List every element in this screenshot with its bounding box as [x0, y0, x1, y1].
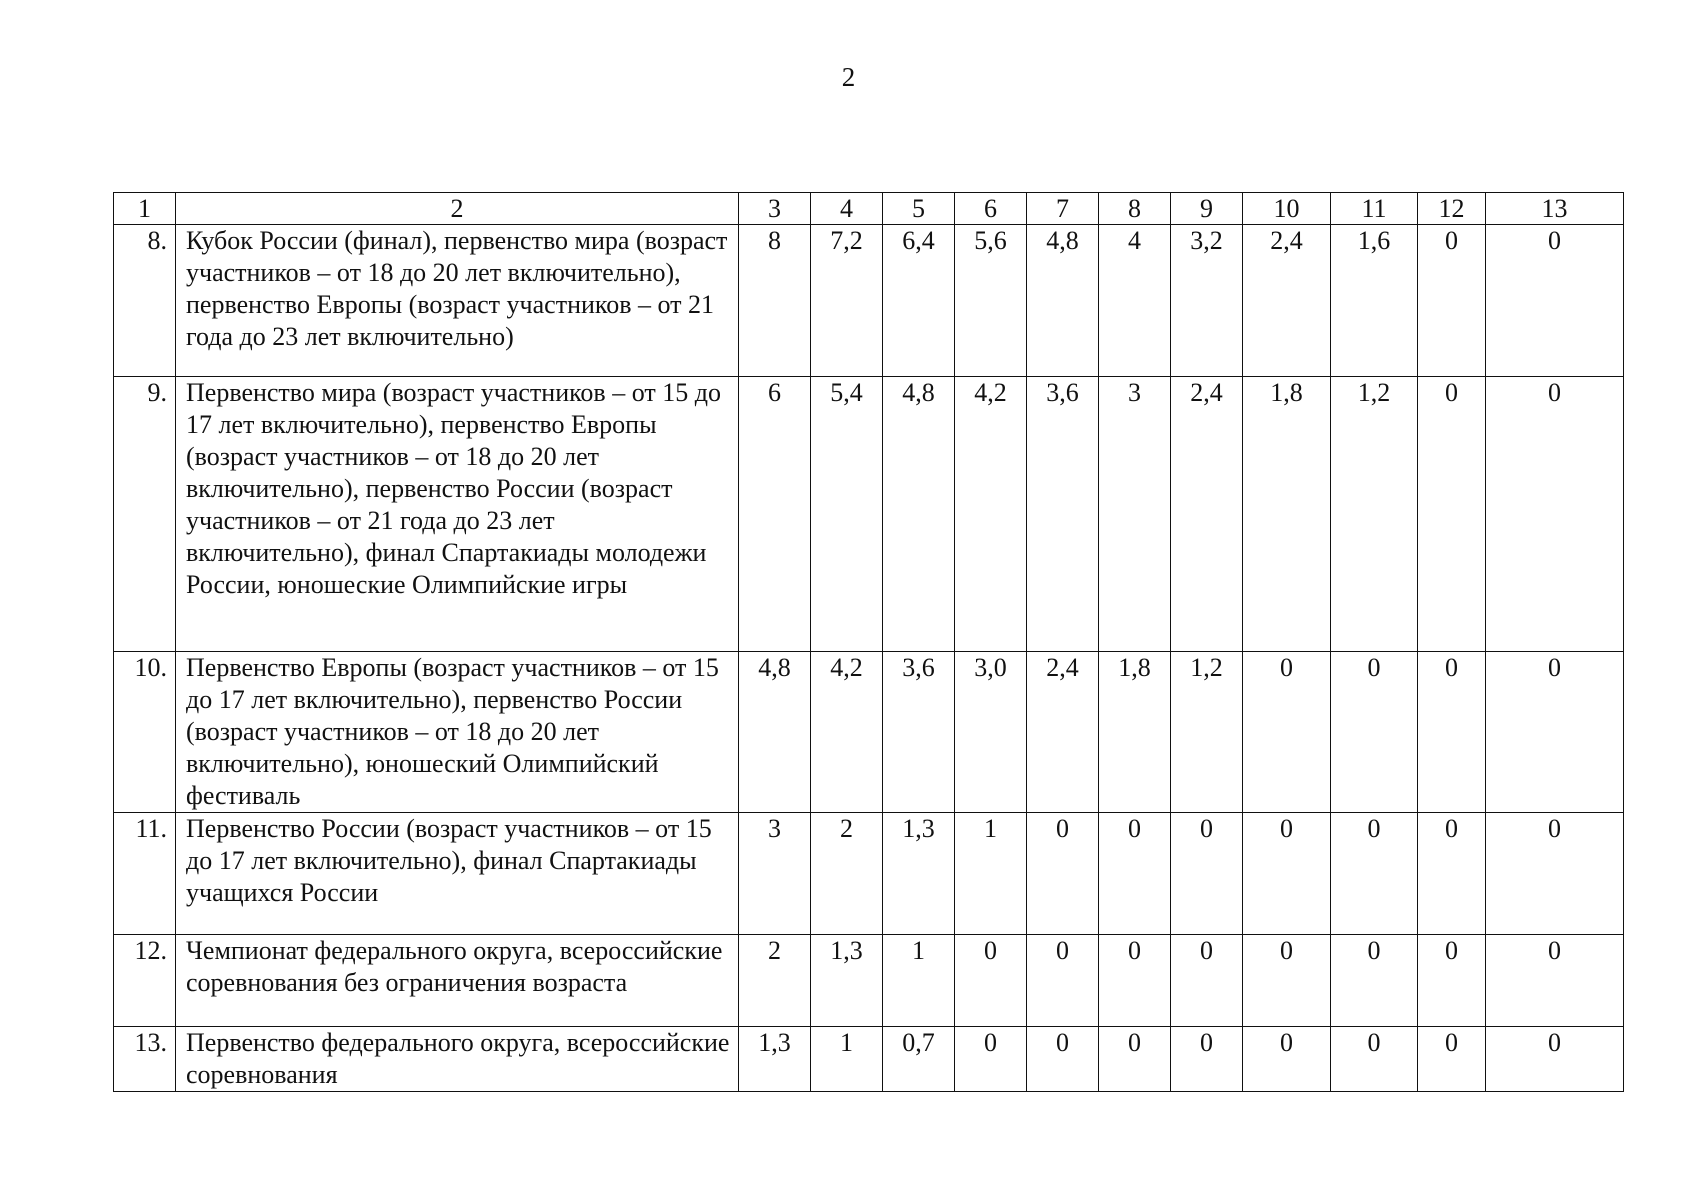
value-cell-col-10: 0 [1243, 813, 1331, 935]
value-cell-col-9: 2,4 [1171, 377, 1243, 652]
value-cell-col-3: 4,8 [739, 652, 811, 813]
header-cell-col-2: 2 [176, 193, 739, 225]
value-cell-col-7: 0 [1027, 813, 1099, 935]
row-number: 12. [114, 935, 176, 1027]
competition-name: Первенство России (возраст участников – от 15 до 17 лет включительно), финал Спартакиады учащихся России [176, 813, 739, 935]
value-cell-col-6: 0 [955, 935, 1027, 1027]
value-cell-col-5: 4,8 [883, 377, 955, 652]
competition-name: Кубок России (финал), первенство мира (возраст участников – от 18 до 20 лет включительно), первенство Европы (возраст участников – от 21 года до 23 лет включительно) [176, 225, 739, 377]
header-cell-col-4: 4 [811, 193, 883, 225]
value-cell-col-10: 0 [1243, 935, 1331, 1027]
value-cell-col-13: 0 [1486, 377, 1624, 652]
value-cell-col-5: 1,3 [883, 813, 955, 935]
value-cell-col-6: 3,0 [955, 652, 1027, 813]
value-cell-col-7: 0 [1027, 1027, 1099, 1092]
value-cell-col-12: 0 [1418, 1027, 1486, 1092]
competition-name: Чемпионат федерального округа, всероссийские соревнования без ограничения возраста [176, 935, 739, 1027]
table-row [114, 377, 1624, 652]
header-cell-col-6: 6 [955, 193, 1027, 225]
value-cell-col-5: 6,4 [883, 225, 955, 377]
value-cell-col-10: 0 [1243, 1027, 1331, 1092]
value-cell-col-8: 0 [1099, 1027, 1171, 1092]
value-cell-col-13: 0 [1486, 652, 1624, 813]
header-cell-col-1: 1 [114, 193, 176, 225]
value-cell-col-4: 4,2 [811, 652, 883, 813]
value-cell-col-13: 0 [1486, 813, 1624, 935]
table-row [114, 652, 1624, 813]
value-cell-col-4: 5,4 [811, 377, 883, 652]
value-cell-col-3: 1,3 [739, 1027, 811, 1092]
header-cell-col-7: 7 [1027, 193, 1099, 225]
value-cell-col-13: 0 [1486, 1027, 1624, 1092]
value-cell-col-12: 0 [1418, 652, 1486, 813]
header-cell-col-3: 3 [739, 193, 811, 225]
row-number: 10. [114, 652, 176, 813]
table-row [114, 1027, 1624, 1092]
value-cell-col-8: 1,8 [1099, 652, 1171, 813]
value-cell-col-4: 1,3 [811, 935, 883, 1027]
value-cell-col-12: 0 [1418, 935, 1486, 1027]
value-cell-col-4: 1 [811, 1027, 883, 1092]
value-cell-col-12: 0 [1418, 225, 1486, 377]
value-cell-col-9: 3,2 [1171, 225, 1243, 377]
value-cell-col-11: 1,6 [1331, 225, 1418, 377]
value-cell-col-3: 8 [739, 225, 811, 377]
value-cell-col-4: 7,2 [811, 225, 883, 377]
value-cell-col-9: 0 [1171, 1027, 1243, 1092]
value-cell-col-7: 0 [1027, 935, 1099, 1027]
competition-name: Первенство федерального округа, всероссийские соревнования [176, 1027, 739, 1092]
value-cell-col-12: 0 [1418, 377, 1486, 652]
value-cell-col-3: 3 [739, 813, 811, 935]
points-table [113, 192, 1624, 1092]
value-cell-col-13: 0 [1486, 935, 1624, 1027]
value-cell-col-5: 1 [883, 935, 955, 1027]
value-cell-col-3: 2 [739, 935, 811, 1027]
header-cell-col-5: 5 [883, 193, 955, 225]
header-row [114, 193, 1624, 225]
table-row [114, 935, 1624, 1027]
row-number: 8. [114, 225, 176, 377]
value-cell-col-13: 0 [1486, 225, 1624, 377]
value-cell-col-9: 0 [1171, 813, 1243, 935]
competition-name: Первенство Европы (возраст участников – от 15 до 17 лет включительно), первенство России (возраст участников – от 18 до 20 лет включительно), юношеский Олимпийский фестиваль [176, 652, 739, 813]
value-cell-col-7: 2,4 [1027, 652, 1099, 813]
value-cell-col-9: 1,2 [1171, 652, 1243, 813]
value-cell-col-11: 1,2 [1331, 377, 1418, 652]
value-cell-col-10: 0 [1243, 652, 1331, 813]
value-cell-col-8: 4 [1099, 225, 1171, 377]
value-cell-col-10: 1,8 [1243, 377, 1331, 652]
competition-name: Первенство мира (возраст участников – от 15 до 17 лет включительно), первенство Европы (возраст участников – от 18 до 20 лет включительно), первенство России (возраст участников – от 21 года до 23 лет включительно), финал Спартакиады молодежи России, юношеские Олимпийские игры [176, 377, 739, 652]
value-cell-col-5: 0,7 [883, 1027, 955, 1092]
value-cell-col-6: 1 [955, 813, 1027, 935]
header-cell-col-8: 8 [1099, 193, 1171, 225]
row-number: 9. [114, 377, 176, 652]
header-cell-col-11: 11 [1331, 193, 1418, 225]
value-cell-col-6: 5,6 [955, 225, 1027, 377]
value-cell-col-6: 4,2 [955, 377, 1027, 652]
value-cell-col-8: 3 [1099, 377, 1171, 652]
value-cell-col-12: 0 [1418, 813, 1486, 935]
value-cell-col-5: 3,6 [883, 652, 955, 813]
value-cell-col-11: 0 [1331, 652, 1418, 813]
header-cell-col-9: 9 [1171, 193, 1243, 225]
value-cell-col-6: 0 [955, 1027, 1027, 1092]
value-cell-col-9: 0 [1171, 935, 1243, 1027]
value-cell-col-10: 2,4 [1243, 225, 1331, 377]
value-cell-col-11: 0 [1331, 813, 1418, 935]
value-cell-col-11: 0 [1331, 935, 1418, 1027]
value-cell-col-11: 0 [1331, 1027, 1418, 1092]
header-cell-col-10: 10 [1243, 193, 1331, 225]
header-cell-col-13: 13 [1486, 193, 1624, 225]
value-cell-col-8: 0 [1099, 935, 1171, 1027]
value-cell-col-8: 0 [1099, 813, 1171, 935]
row-number: 11. [114, 813, 176, 935]
table-row [114, 225, 1624, 377]
header-cell-col-12: 12 [1418, 193, 1486, 225]
value-cell-col-7: 4,8 [1027, 225, 1099, 377]
page-number: 2 [841, 62, 856, 92]
row-number: 13. [114, 1027, 176, 1092]
table-body [114, 193, 1624, 1092]
value-cell-col-4: 2 [811, 813, 883, 935]
table-row [114, 813, 1624, 935]
value-cell-col-7: 3,6 [1027, 377, 1099, 652]
value-cell-col-3: 6 [739, 377, 811, 652]
